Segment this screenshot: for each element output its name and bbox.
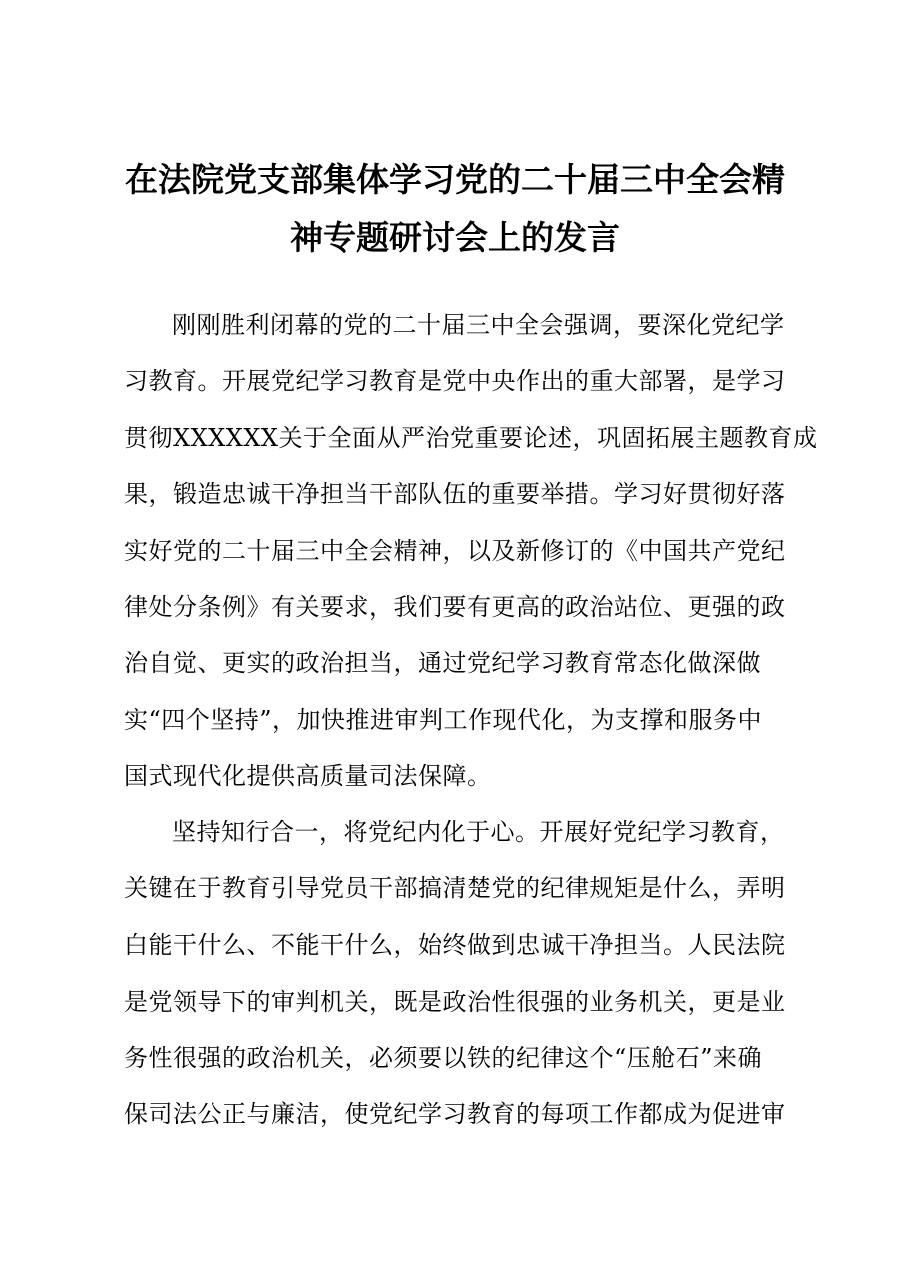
paragraph-line: 白能干什么、不能干什么，始终做到忠诚干净担当。人民法院 [124,931,786,959]
paragraph-line: 习教育。开展党纪学习教育是党中央作出的重大部署，是学习 [124,367,786,395]
paragraph-line: 实好党的二十届三中全会精神，以及新修订的《中国共产党纪 [124,537,786,565]
paragraph-line: 国式现代化提供高质量司法保障。 [124,762,492,790]
document-title-line-2: 神专题研讨会上的发言 [290,218,620,257]
paragraph-line: 律处分条例》有关要求，我们要有更高的政治站位、更强的政 [124,593,786,621]
paragraph-line: 是党领导下的审判机关，既是政治性很强的业务机关，更是业 [124,988,786,1016]
paragraph-line: 刚刚胜利闭幕的党的二十届三中全会强调，要深化党纪学 [172,311,785,339]
paragraph-line: 贯彻XXXXXX关于全面从严治党重要论述，巩固拓展主题教育成 [124,424,818,452]
paragraph-line: 关键在于教育引导党员干部搞清楚党的纪律规矩是什么，弄明 [124,874,786,902]
paragraph-line: 果，锻造忠诚干净担当干部队伍的重要举措。学习好贯彻好落 [124,480,786,508]
document-title-line-1: 在法院党支部集体学习党的二十届三中全会精 [125,160,785,199]
paragraph-line: 坚持知行合一，将党纪内化于心。开展好党纪学习教育， [172,818,785,846]
paragraph-line: 保司法公正与廉洁，使党纪学习教育的每项工作都成为促进审 [124,1100,786,1128]
paragraph-line: 实“四个坚持”，加快推进审判工作现代化，为支撑和服务中 [124,706,763,734]
paragraph-line: 务性很强的政治机关，必须要以铁的纪律这个“压舱石”来确 [124,1044,763,1072]
paragraph-line: 治自觉、更实的政治担当，通过党纪学习教育常态化做深做 [124,649,761,677]
